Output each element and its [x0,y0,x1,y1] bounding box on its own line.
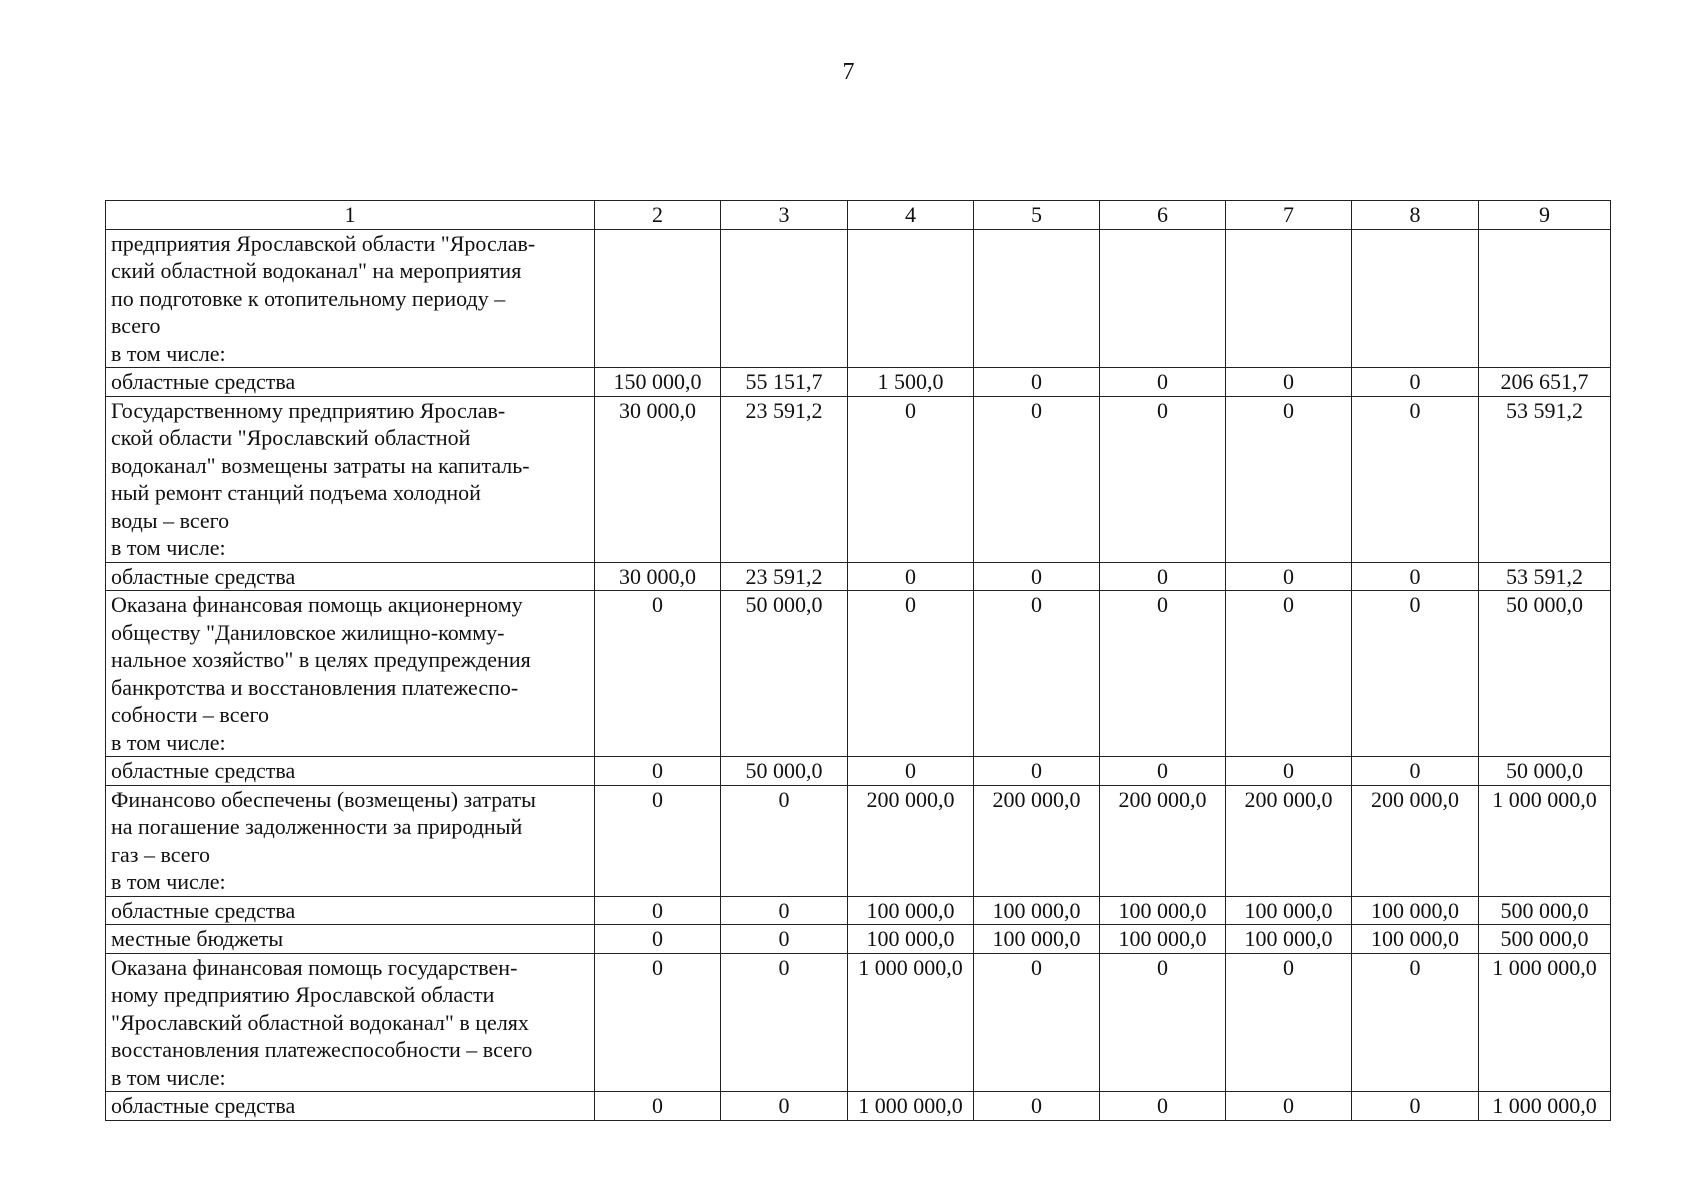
value-cell-col-6: 0 [1100,953,1226,1092]
row-description [106,785,595,896]
value-cell-col-6: 100 000,0 [1100,896,1226,925]
column-header-5: 5 [974,201,1100,230]
row-description [106,368,595,397]
value-cell-col-5: 0 [974,562,1100,591]
value-cell-col-6: 100 000,0 [1100,925,1226,954]
value-cell-col-7: 0 [1226,562,1352,591]
description-line: в том числе: [111,1064,226,1090]
value-cell-col-4: 100 000,0 [848,925,974,954]
value-cell-col-9: 53 591,2 [1479,562,1611,591]
value-cell-col-6: 0 [1100,396,1226,562]
value-cell-col-3: 50 000,0 [721,757,848,786]
value-cell-col-9: 1 000 000,0 [1479,953,1611,1092]
description-line: местные бюджеты [111,926,284,951]
value-cell-col-5: 0 [974,368,1100,397]
value-cell-col-8: 0 [1352,368,1479,397]
description-line: предприятия Ярославской области "Ярослав- [111,230,536,256]
value-cell-col-3: 50 000,0 [721,591,848,757]
description-line: по подготовке к отопительному периоду – [111,285,506,311]
value-cell-col-9: 53 591,2 [1479,396,1611,562]
description-line: восстановления платежеспособности – всего [111,1037,533,1062]
table-row-funding-source [106,1092,1611,1121]
table-row-activity [106,785,1611,896]
row-description [106,591,595,757]
value-cell-col-4: 0 [848,591,974,757]
value-cell-col-7 [1226,229,1352,368]
value-cell-col-8: 0 [1352,396,1479,562]
value-cell-col-5: 0 [974,1092,1100,1121]
description-line: в том числе: [111,869,226,894]
value-cell-col-9 [1479,229,1611,368]
value-cell-col-7: 0 [1226,953,1352,1092]
value-cell-col-5: 100 000,0 [974,896,1100,925]
description-line: ский областной водоканал" на мероприятия [111,258,522,283]
value-cell-col-9: 500 000,0 [1479,896,1611,925]
description-line: в том числе: [111,535,226,560]
value-cell-col-5: 0 [974,953,1100,1092]
column-header-4: 4 [848,201,974,230]
value-cell-col-7: 200 000,0 [1226,785,1352,896]
value-cell-col-5: 0 [974,396,1100,562]
table-row-funding-source [106,757,1611,786]
table-row-activity [106,953,1611,1092]
description-line: "Ярославский областной водоканал" в целях [111,1009,529,1035]
value-cell-col-2: 0 [595,757,721,786]
row-description [106,1092,595,1121]
value-cell-col-3: 0 [721,953,848,1092]
description-line: ный ремонт станций подъема холодной [111,480,481,505]
description-line: областные средства [111,1093,296,1118]
value-cell-col-5: 200 000,0 [974,785,1100,896]
description-line: Оказана финансовая помощь акционерному [111,592,523,617]
value-cell-col-8: 0 [1352,591,1479,757]
description-line: Оказана финансовая помощь государствен- [111,954,518,980]
description-line: областные средства [111,369,296,394]
value-cell-col-6: 0 [1100,591,1226,757]
value-cell-col-4: 100 000,0 [848,896,974,925]
description-line: банкротства и восстановления платежеспо- [111,674,519,700]
column-header-2: 2 [595,201,721,230]
value-cell-col-8: 0 [1352,953,1479,1092]
column-header-9: 9 [1479,201,1611,230]
value-cell-col-7: 0 [1226,1092,1352,1121]
value-cell-col-5: 0 [974,757,1100,786]
column-header-3: 3 [721,201,848,230]
value-cell-col-7: 100 000,0 [1226,925,1352,954]
description-line: водоканал" возмещены затраты на капиталь- [111,452,530,478]
value-cell-col-6: 200 000,0 [1100,785,1226,896]
value-cell-col-2: 0 [595,785,721,896]
value-cell-col-2: 30 000,0 [595,562,721,591]
value-cell-col-5: 100 000,0 [974,925,1100,954]
value-cell-col-6: 0 [1100,1092,1226,1121]
value-cell-col-9: 50 000,0 [1479,591,1611,757]
description-line: обществу "Даниловское жилищно-комму- [111,619,505,645]
value-cell-col-8: 100 000,0 [1352,925,1479,954]
value-cell-col-7: 0 [1226,396,1352,562]
table-header-row [106,201,1611,230]
value-cell-col-4: 0 [848,757,974,786]
value-cell-col-8: 0 [1352,562,1479,591]
value-cell-col-4: 1 000 000,0 [848,953,974,1092]
value-cell-col-9: 1 000 000,0 [1479,785,1611,896]
value-cell-col-6: 0 [1100,757,1226,786]
value-cell-col-3 [721,229,848,368]
value-cell-col-4: 0 [848,562,974,591]
value-cell-col-3: 55 151,7 [721,368,848,397]
value-cell-col-6 [1100,229,1226,368]
row-description [106,896,595,925]
description-line: в том числе: [111,729,226,755]
value-cell-col-3: 23 591,2 [721,396,848,562]
row-description [106,562,595,591]
table-row-funding-source [106,368,1611,397]
description-line: в том числе: [111,340,226,366]
column-header-6: 6 [1100,201,1226,230]
value-cell-col-4: 1 000 000,0 [848,1092,974,1121]
row-description [106,757,595,786]
column-header-7: 7 [1226,201,1352,230]
value-cell-col-7: 0 [1226,757,1352,786]
value-cell-col-3: 0 [721,785,848,896]
value-cell-col-3: 0 [721,896,848,925]
value-cell-col-9: 50 000,0 [1479,757,1611,786]
value-cell-col-8: 200 000,0 [1352,785,1479,896]
value-cell-col-7: 100 000,0 [1226,896,1352,925]
description-line: областные средства [111,563,296,589]
value-cell-col-4: 200 000,0 [848,785,974,896]
row-description [106,925,595,954]
row-description [106,396,595,562]
column-header-1: 1 [106,201,595,230]
description-line: воды – всего [111,507,230,533]
description-line: газ – всего [111,841,211,867]
value-cell-col-2: 0 [595,896,721,925]
value-cell-col-5 [974,229,1100,368]
table-row-activity [106,396,1611,562]
description-line: Финансово обеспечены (возмещены) затраты [111,786,536,812]
value-cell-col-9: 500 000,0 [1479,925,1611,954]
value-cell-col-2 [595,229,721,368]
table-body [106,201,1611,1121]
description-line: собности – всего [111,702,269,727]
value-cell-col-8: 0 [1352,757,1479,786]
value-cell-col-2: 0 [595,953,721,1092]
description-line: Государственному предприятию Ярослав- [111,397,506,423]
table-row-activity [106,591,1611,757]
value-cell-col-2: 0 [595,591,721,757]
value-cell-col-2: 150 000,0 [595,368,721,397]
description-line: ному предприятию Ярославской области [111,982,495,1007]
value-cell-col-9: 1 000 000,0 [1479,1092,1611,1121]
table-row-funding-source [106,925,1611,954]
value-cell-col-6: 0 [1100,562,1226,591]
description-line: всего [111,313,161,338]
description-line: ской области "Ярославский областной [111,425,471,450]
description-line: областные средства [111,897,296,923]
value-cell-col-2: 0 [595,1092,721,1121]
value-cell-col-3: 0 [721,925,848,954]
value-cell-col-8: 0 [1352,1092,1479,1121]
value-cell-col-5: 0 [974,591,1100,757]
value-cell-col-4: 1 500,0 [848,368,974,397]
value-cell-col-2: 0 [595,925,721,954]
value-cell-col-2: 30 000,0 [595,396,721,562]
value-cell-col-8 [1352,229,1479,368]
description-line: нальное хозяйство" в целях предупреждения [111,647,531,672]
value-cell-col-4 [848,229,974,368]
table-row-funding-source [106,562,1611,591]
description-line: областные средства [111,758,296,783]
table-row-activity [106,229,1611,368]
table-row-funding-source [106,896,1611,925]
page-number: 7 [842,59,855,85]
row-description [106,953,595,1092]
value-cell-col-3: 23 591,2 [721,562,848,591]
value-cell-col-7: 0 [1226,591,1352,757]
budget-table [105,200,1611,1121]
value-cell-col-8: 100 000,0 [1352,896,1479,925]
row-description [106,229,595,368]
value-cell-col-3: 0 [721,1092,848,1121]
column-header-8: 8 [1352,201,1479,230]
value-cell-col-9: 206 651,7 [1479,368,1611,397]
description-line: на погашение задолженности за природный [111,814,523,839]
value-cell-col-7: 0 [1226,368,1352,397]
value-cell-col-4: 0 [848,396,974,562]
value-cell-col-6: 0 [1100,368,1226,397]
